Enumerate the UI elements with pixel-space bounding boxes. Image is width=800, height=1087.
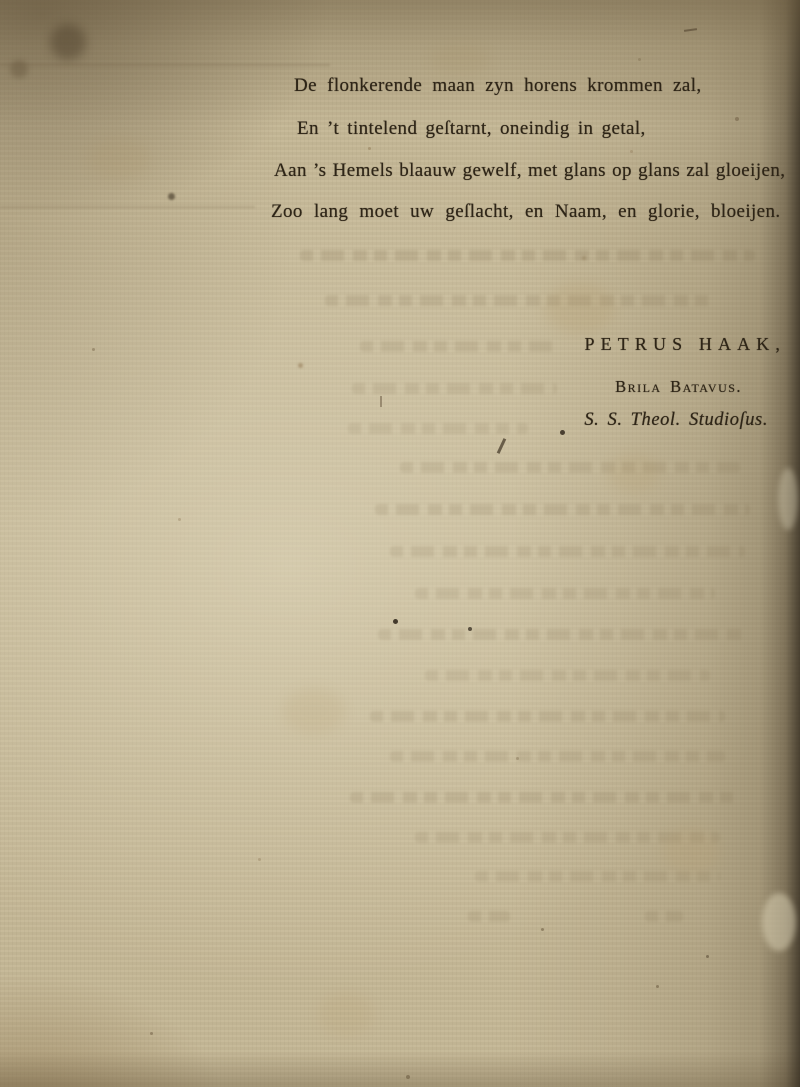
poem-line-3: Aan ’s Hemels blaauw gewelf, met glans op glans zal gloeijen, xyxy=(274,160,786,181)
paper-speck xyxy=(368,147,371,150)
paper-speck xyxy=(630,150,633,153)
paper-speck xyxy=(516,757,519,760)
poem-line-4: Zoo lang moet uw geſlacht, en Naam, en glorie, bloeijen. xyxy=(271,201,781,222)
paper-crease xyxy=(380,396,382,407)
bleedthrough-line xyxy=(348,423,528,434)
paper-crease xyxy=(497,438,506,454)
paper-speck xyxy=(706,955,709,958)
paper-speck xyxy=(638,58,641,61)
paper-stain xyxy=(430,45,490,75)
paper-speck xyxy=(168,193,175,200)
paper-speck xyxy=(468,627,472,631)
paper-stain xyxy=(663,828,719,874)
paper-speck xyxy=(560,430,565,435)
bleedthrough-line xyxy=(390,751,725,762)
bleedthrough-line xyxy=(645,911,683,922)
paper-crease xyxy=(0,206,255,208)
bleedthrough-line xyxy=(390,546,745,557)
paper-stain xyxy=(608,453,660,493)
paper-speck xyxy=(150,1032,153,1035)
paper-stain xyxy=(88,138,150,180)
paper-speck xyxy=(298,363,303,368)
paper-speck xyxy=(393,619,398,624)
paper-crease xyxy=(0,64,330,66)
paper-speck xyxy=(178,518,181,521)
signature-title: S. S. Theol. Studioſus. xyxy=(584,410,768,430)
paper-stain xyxy=(778,468,798,530)
paper-speck xyxy=(735,117,739,121)
paper-speck xyxy=(10,60,28,78)
paper-speck xyxy=(92,348,95,351)
paper-speck xyxy=(582,256,586,260)
bleedthrough-line xyxy=(352,383,557,394)
signature-name: PETRUS HAAK, xyxy=(584,334,786,354)
paper-stain xyxy=(545,283,615,333)
paper-speck xyxy=(258,858,261,861)
bleedthrough-line xyxy=(300,250,755,261)
paper-speck xyxy=(656,985,659,988)
signature-origin: Brila Batavus. xyxy=(615,377,742,396)
bleedthrough-line xyxy=(325,295,715,306)
bleedthrough-line xyxy=(425,670,710,681)
bleedthrough-line xyxy=(400,462,740,473)
bleedthrough-line xyxy=(350,792,735,803)
bleedthrough-line xyxy=(415,588,715,599)
paper-crease xyxy=(684,28,697,32)
paper-speck xyxy=(406,1075,410,1079)
bleedthrough-line xyxy=(375,504,750,515)
paper-stain xyxy=(762,893,796,951)
poem-line-2: En ’t tintelend geſtarnt, oneindig in getal, xyxy=(297,118,646,139)
poem-line-1: De flonkerende maan zyn horens krommen zal, xyxy=(294,75,702,96)
paper-speck xyxy=(541,928,544,931)
bleedthrough-line xyxy=(370,711,725,722)
bleedthrough-line xyxy=(360,341,555,352)
paper-stain xyxy=(283,688,345,734)
paper-speck xyxy=(50,24,86,60)
bleedthrough-line xyxy=(378,629,743,640)
paper-stain xyxy=(318,993,374,1035)
bleedthrough-line xyxy=(468,911,510,922)
